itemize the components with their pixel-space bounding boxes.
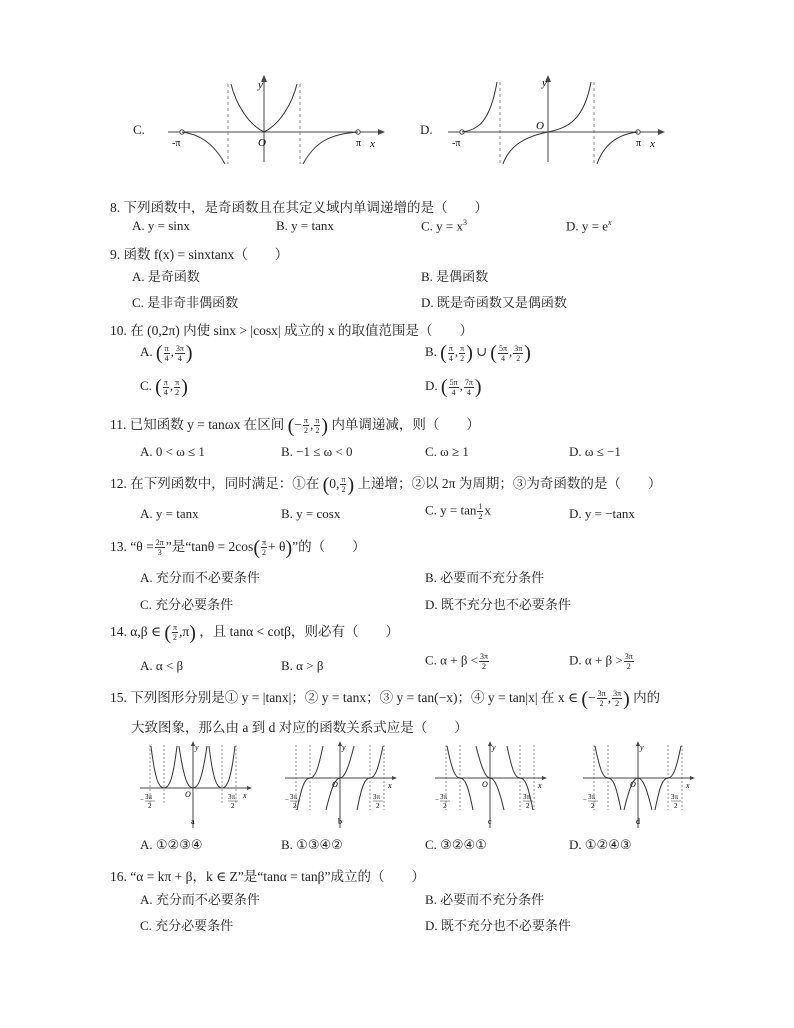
q15-graph-c-label: c [488, 817, 492, 826]
q9-option-d[interactable]: D. 既是奇函数又是偶函数 [421, 295, 567, 310]
q11-option-a[interactable]: A. 0 < ω ≤ 1 [140, 444, 205, 459]
svg-text:3π: 3π [440, 793, 448, 801]
d-neg-pi-label: -π [452, 138, 461, 149]
svg-text:x: x [686, 781, 690, 790]
q9-option-b[interactable]: B. 是偶函数 [421, 269, 489, 284]
q15-graph-b-label: b [338, 817, 342, 826]
q8-option-a[interactable]: A. y = sinx [132, 218, 190, 233]
svg-text:3π: 3π [145, 793, 153, 801]
q13-option-a[interactable]: A. 充分而不必要条件 [140, 570, 260, 585]
q16-option-a[interactable]: A. 充分而不必要条件 [140, 892, 260, 907]
q16-option-c[interactable]: C. 充分必要条件 [140, 918, 234, 933]
svg-text:y: y [492, 743, 496, 752]
q13-option-c[interactable]: C. 充分必要条件 [140, 597, 234, 612]
q12-option-c[interactable]: C. y = tan $\frac{1}{2}$ x [425, 502, 491, 521]
c-y-axis-label: y [258, 79, 263, 91]
q15-option-c[interactable]: C. ③②④① [425, 837, 487, 852]
question-8-stem: 8. 下列函数中，是奇函数且在其定义域内单调递增的是（ ） [110, 200, 488, 215]
svg-text:y: y [342, 743, 346, 752]
question-15-stem: 15. 下列图形分别是① y = |tanx|；② y = tanx；③ y = tan(−x)；④ y = tan|x| 在 x ∈ (− $\frac{3\pi}{2}$ , $\frac{3\pi}{2}$ ) 内的 [110, 687, 661, 710]
svg-text:O: O [630, 780, 636, 789]
svg-text:3π: 3π [588, 793, 596, 801]
q13-option-b[interactable]: B. 必要而不充分条件 [425, 570, 545, 585]
svg-text:−: − [140, 796, 144, 804]
svg-text:3π: 3π [523, 793, 531, 801]
question-11-stem: 11. 已知函数 y = tanωx 在区间 (− $\frac{\pi}{2}$ , $\frac{\pi}{2}$ ) 内单调递减，则（ ） [110, 414, 480, 437]
q9-option-c[interactable]: C. 是非奇非偶函数 [132, 295, 239, 310]
svg-text:−: − [285, 796, 289, 804]
svg-text:2: 2 [443, 802, 447, 810]
q10-option-b[interactable]: B. ( $\frac{\pi}{4}$ , $\frac{\pi}{2}$ ) ∪ ( $\frac{5\pi}{4}$ , $\frac{3\pi}{2}$ ) [425, 342, 531, 364]
svg-text:3π: 3π [671, 793, 679, 801]
c-neg-pi-label: -π [172, 138, 181, 149]
svg-text:3π: 3π [373, 793, 381, 801]
c-x-axis-label: x [370, 138, 375, 150]
svg-text:2: 2 [376, 802, 380, 810]
q10-option-d[interactable]: D. ( $\frac{5\pi}{4}$ , $\frac{7\pi}{4}$ ) [425, 376, 482, 398]
question-15-stem-line2: 大致图象，那么由 a 到 d 对应的函数关系式应是（ ） [131, 720, 468, 735]
option-c-label: C. [133, 122, 145, 137]
q11-option-b[interactable]: B. −1 ≤ ω < 0 [281, 444, 353, 459]
q11-option-d[interactable]: D. ω ≤ −1 [569, 444, 621, 459]
question-14-stem: 14. α,β ∈ ( $\frac{\pi}{2}$ ,π) ，且 tanα < cotβ，则必有（ ） [110, 621, 399, 644]
question-13-stem: 13. “θ = $\frac{2\pi}{3}$ ”是“tanθ = 2cos( $\frac{\pi}{2}$ + θ)”的（ ） [110, 536, 366, 559]
q8-option-c[interactable]: C. $y = x^3$ [421, 218, 468, 234]
svg-text:O: O [482, 780, 488, 789]
question-9-stem: 9. 函数 f(x) = sinxtanx（ ） [110, 247, 289, 262]
c-pi-label: π [356, 138, 362, 149]
svg-text:2: 2 [591, 802, 595, 810]
q15-graph-b [280, 740, 400, 830]
q14-option-d[interactable]: D. α + β > $\frac{3\pi}{2}$ [569, 652, 633, 671]
svg-text:−: − [435, 796, 439, 804]
q12-option-a[interactable]: A. y = tanx [140, 506, 199, 521]
question-10-stem: 10. 在 (0,2π) 内使 sinx > |cosx| 成立的 x 的取值范围是（ ） [110, 323, 473, 338]
q15-option-b[interactable]: B. ①③④② [281, 837, 343, 852]
q14-option-c[interactable]: C. α + β < $\frac{3\pi}{2}$ [425, 652, 489, 671]
svg-text:x: x [243, 791, 247, 800]
svg-text:x: x [538, 781, 542, 790]
svg-text:y: y [195, 743, 199, 752]
q15-option-a[interactable]: A. ①②③④ [140, 837, 203, 852]
svg-text:O: O [185, 790, 191, 799]
c-origin-label: O [258, 137, 266, 149]
option-d-label: D. [420, 122, 433, 137]
svg-text:2: 2 [674, 802, 678, 810]
q16-option-b[interactable]: B. 必要而不充分条件 [425, 892, 545, 907]
d-y-axis-label: y [542, 77, 547, 89]
svg-text:−: − [583, 796, 587, 804]
svg-text:2: 2 [148, 802, 152, 810]
q8-option-d[interactable]: D. $y = e^x$ [566, 218, 612, 234]
svg-text:2: 2 [231, 802, 235, 810]
svg-text:2: 2 [293, 802, 297, 810]
svg-text:3π: 3π [228, 793, 236, 801]
d-pi-label: π [636, 138, 642, 149]
q14-option-a[interactable]: A. α < β [140, 658, 184, 673]
q15-graph-a-label: a [191, 817, 195, 826]
q8-option-b[interactable]: B. y = tanx [276, 218, 334, 233]
q15-graph-d-label: d [636, 817, 640, 826]
q15-graph-a [135, 740, 255, 830]
q15-graph-d [578, 740, 698, 830]
q12-option-d[interactable]: D. y = −tanx [569, 506, 635, 521]
svg-text:y: y [640, 743, 644, 752]
q11-option-c[interactable]: C. ω ≥ 1 [425, 444, 469, 459]
svg-text:x: x [388, 781, 392, 790]
d-origin-label: O [536, 120, 544, 132]
svg-text:O: O [332, 780, 338, 789]
option-d-graph [448, 74, 670, 166]
d-x-axis-label: x [650, 138, 655, 150]
q10-option-a[interactable]: A. ( $\frac{\pi}{4}$ , $\frac{3\pi}{4}$ ) [140, 342, 193, 364]
q15-graph-c [430, 740, 550, 830]
option-c-graph [168, 74, 390, 166]
question-12-stem: 12. 在下列函数中，同时满足：①在 (0, $\frac{\pi}{2}$ ) 上递增；②以 2π 为周期；③为奇函数的是（ ） [110, 473, 662, 496]
svg-text:2: 2 [526, 802, 530, 810]
q12-option-b[interactable]: B. y = cosx [281, 506, 341, 521]
q15-option-d[interactable]: D. ①②④③ [569, 837, 632, 852]
q9-option-a[interactable]: A. 是奇函数 [132, 269, 200, 284]
q16-option-d[interactable]: D. 既不充分也不必要条件 [425, 918, 571, 933]
q13-option-d[interactable]: D. 既不充分也不必要条件 [425, 597, 571, 612]
q14-option-b[interactable]: B. α > β [281, 658, 324, 673]
svg-text:3π: 3π [290, 793, 298, 801]
question-16-stem: 16. “α = kπ + β，k ∈ Z”是“tanα = tanβ”成立的（ ） [110, 869, 425, 884]
q10-option-c[interactable]: C. ( $\frac{\pi}{4}$ , $\frac{\pi}{2}$ ) [140, 376, 188, 398]
